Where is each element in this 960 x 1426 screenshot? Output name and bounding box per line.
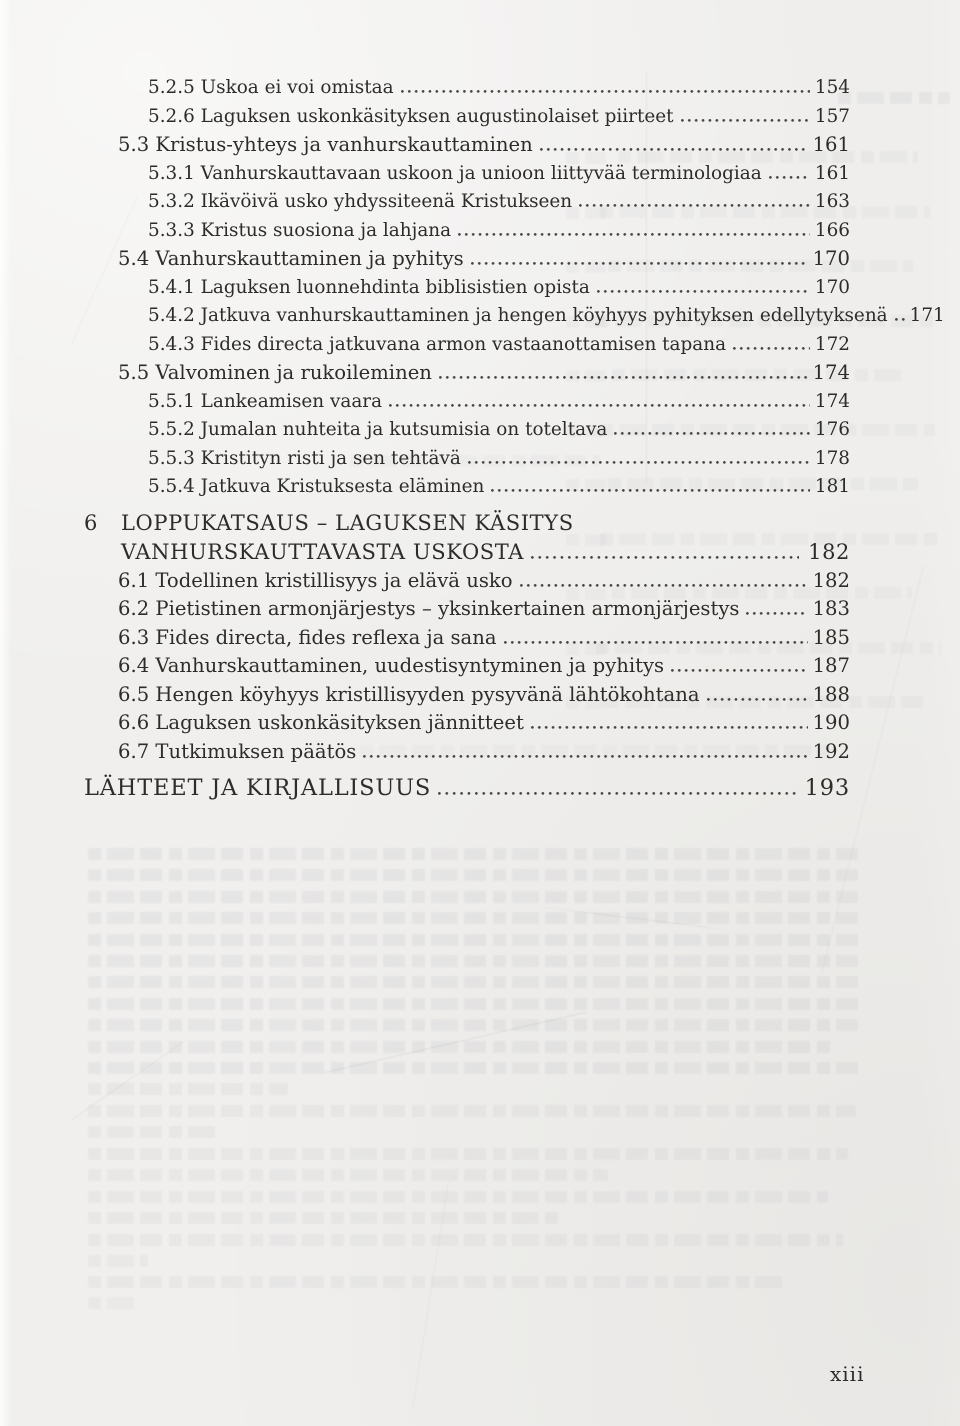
dot-leader bbox=[504, 641, 808, 644]
toc-entry-page: 188 bbox=[812, 682, 850, 706]
bleedthrough-line bbox=[88, 1019, 858, 1031]
bleedthrough-line bbox=[88, 1083, 288, 1095]
toc-entry bbox=[84, 652, 850, 681]
bleedthrough-line bbox=[88, 848, 858, 860]
dot-leader bbox=[531, 726, 808, 729]
toc-entry bbox=[84, 681, 850, 710]
toc-entry bbox=[84, 302, 945, 331]
toc-entry-label: 6.4 Vanhurskauttaminen, uudestisyntyminen ja pyhitys bbox=[118, 654, 665, 677]
bleedthrough-line bbox=[838, 92, 950, 104]
toc-entry-label: 5.3.2 Ikävöivä usko yhdyssiteenä Kristukseen bbox=[148, 191, 573, 212]
toc-entry-page: 174 bbox=[812, 361, 850, 384]
dot-leader bbox=[363, 755, 807, 758]
toc-entry-label: 5.5.4 Jatkuva Kristuksesta eläminen bbox=[148, 476, 485, 497]
toc-entry-page: 193 bbox=[804, 775, 850, 801]
toc-entry bbox=[84, 567, 850, 596]
toc-chapter-heading bbox=[84, 509, 850, 567]
toc-entry-label: 5.5.2 Jumalan nuhteita ja kutsumisia on toteltava bbox=[148, 419, 608, 440]
toc-entry-page: 166 bbox=[814, 219, 850, 241]
dot-leader bbox=[895, 318, 905, 321]
toc-entry-page: 161 bbox=[812, 133, 850, 156]
toc-entry bbox=[84, 188, 850, 217]
toc-entry bbox=[84, 473, 850, 502]
bleedthrough-line bbox=[88, 891, 858, 903]
bleedthrough-line bbox=[88, 934, 858, 946]
toc-entry bbox=[84, 331, 850, 360]
bleedthrough-line bbox=[88, 1276, 788, 1288]
toc-entry bbox=[84, 445, 850, 474]
toc-entry-page: 157 bbox=[814, 105, 850, 127]
bleedthrough-line bbox=[88, 1041, 836, 1053]
bleedthrough-line bbox=[88, 976, 858, 988]
bleedthrough-line bbox=[88, 912, 858, 924]
toc-entry-page: 183 bbox=[812, 597, 850, 620]
toc-entry bbox=[84, 388, 850, 417]
toc-entry bbox=[84, 245, 850, 274]
toc-entry bbox=[84, 595, 850, 624]
toc-entry-page: 171 bbox=[909, 305, 945, 326]
toc-entry-page: 192 bbox=[812, 739, 850, 763]
toc-entry-page: 176 bbox=[814, 419, 850, 440]
toc-entry-label: 5.3.3 Kristus suosiona ja lahjana bbox=[148, 219, 452, 241]
toc-entry-page: 178 bbox=[814, 447, 850, 469]
toc-entry-page: 185 bbox=[812, 625, 850, 649]
toc-entry-page: 161 bbox=[814, 162, 850, 184]
dot-leader bbox=[389, 404, 810, 407]
toc-entry-label: 5.3.1 Vanhurskauttavaan uskoon ja unioon liittyvää terminologiaa bbox=[148, 162, 762, 184]
bleedthrough-line bbox=[88, 869, 858, 881]
toc-entry-label: 5.4.1 Laguksen luonnehdinta biblisistien opista bbox=[148, 276, 590, 298]
toc-entry-label: 5.2.5 Uskoa ei voi omistaa bbox=[148, 77, 394, 98]
table-of-contents bbox=[84, 74, 945, 804]
toc-entry-page: 174 bbox=[814, 390, 850, 412]
toc-entry-label: 6.1 Todellinen kristillisyys ja elävä usko bbox=[118, 568, 513, 592]
dot-leader bbox=[458, 233, 810, 236]
dot-leader bbox=[531, 556, 799, 559]
dot-leader bbox=[468, 461, 810, 464]
toc-entry-label: 6.7 Tutkimuksen päätös bbox=[118, 739, 357, 763]
dot-leader bbox=[438, 792, 796, 795]
dot-leader bbox=[707, 698, 808, 701]
toc-entry-page: 182 bbox=[812, 568, 850, 592]
toc-entry bbox=[84, 359, 850, 388]
bleedthrough-line bbox=[88, 1255, 148, 1267]
dot-leader bbox=[614, 432, 809, 435]
toc-entry-label: 5.4.3 Fides directa jatkuvana armon vastaanottamisen tapana bbox=[148, 333, 727, 355]
bleedthrough-line bbox=[88, 1234, 843, 1246]
toc-entry bbox=[84, 416, 850, 445]
toc-entry-label: 5.4 Vanhurskauttaminen ja pyhitys bbox=[118, 247, 464, 270]
bleedthrough-line bbox=[88, 1062, 858, 1074]
scan-edge-highlight bbox=[0, 0, 10, 1426]
toc-entry bbox=[84, 624, 850, 653]
toc-backmatter-entry bbox=[84, 773, 850, 804]
dot-leader bbox=[491, 489, 810, 492]
bleedthrough-line bbox=[88, 1148, 848, 1160]
toc-entry bbox=[84, 131, 850, 160]
bleedthrough-line bbox=[88, 1105, 856, 1117]
dot-leader bbox=[746, 612, 807, 615]
toc-entry-page: 181 bbox=[814, 476, 850, 497]
dot-leader bbox=[733, 347, 810, 350]
dot-leader bbox=[471, 262, 808, 265]
dot-leader bbox=[681, 119, 810, 122]
dot-leader bbox=[671, 669, 808, 672]
toc-entry-label: LÄHTEET JA KIRJALLISUUS bbox=[84, 775, 432, 801]
toc-entry bbox=[84, 103, 850, 132]
toc-entry-label: 5.4.2 Jatkuva vanhurskauttaminen ja hengen köyhyys pyhityksen edellytyksenä bbox=[148, 305, 888, 326]
toc-entry bbox=[84, 709, 850, 738]
toc-entry-label: 5.3 Kristus-yhteys ja vanhurskauttaminen bbox=[118, 133, 533, 156]
toc-entry-page: 187 bbox=[812, 654, 850, 677]
bleedthrough-line bbox=[88, 1126, 218, 1138]
dot-leader bbox=[579, 204, 810, 207]
dot-leader bbox=[597, 290, 810, 293]
dot-leader bbox=[769, 176, 810, 179]
page-number-folio: xiii bbox=[830, 1362, 865, 1386]
bleedthrough-line bbox=[88, 1191, 828, 1203]
bleedthrough-line bbox=[88, 1169, 608, 1181]
toc-entry bbox=[84, 738, 850, 767]
chapter-number: 6 bbox=[84, 510, 98, 535]
bleedthrough-line bbox=[88, 1212, 558, 1224]
toc-entry-label: 5.5 Valvominen ja rukoileminen bbox=[118, 361, 432, 384]
toc-entry bbox=[84, 74, 850, 103]
toc-entry-label: 5.5.3 Kristityn risti ja sen tehtävä bbox=[148, 447, 461, 469]
dot-leader bbox=[439, 376, 808, 379]
toc-entry-label: 6.3 Fides directa, fides reflexa ja sana bbox=[118, 625, 497, 649]
bleedthrough-line bbox=[88, 998, 858, 1010]
dot-leader bbox=[520, 584, 808, 587]
toc-entry-label: 5.2.6 Laguksen uskonkäsityksen augustinolaiset piirteet bbox=[148, 105, 674, 127]
chapter-title-line2: VANHURSKAUTTAVASTA USKOSTA bbox=[121, 539, 524, 564]
toc-entry bbox=[84, 160, 850, 189]
toc-entry-page: 154 bbox=[814, 77, 850, 98]
toc-entry-label: 6.5 Hengen köyhyys kristillisyyden pysyvänä lähtökohtana bbox=[118, 682, 700, 706]
toc-entry-page: 170 bbox=[812, 247, 850, 270]
toc-entry-label: 6.2 Pietistinen armonjärjestys – yksinkertainen armonjärjestys bbox=[118, 597, 740, 620]
toc-entry-page: 163 bbox=[814, 191, 850, 212]
toc-entry-page: 170 bbox=[814, 276, 850, 298]
toc-entry-label: 5.5.1 Lankeamisen vaara bbox=[148, 390, 383, 412]
bleedthrough-line bbox=[88, 955, 858, 967]
dot-leader bbox=[401, 90, 810, 93]
toc-entry-label: 6.6 Laguksen uskonkäsityksen jännitteet bbox=[118, 711, 524, 734]
bleedthrough-line bbox=[88, 1297, 140, 1309]
toc-entry bbox=[84, 274, 850, 303]
toc-entry-page: 182 bbox=[808, 539, 850, 564]
toc-entry-page: 172 bbox=[814, 333, 850, 355]
chapter-title-line1: LOPPUKATSAUS – LAGUKSEN KÄSITYS bbox=[121, 510, 574, 535]
toc-entry-page: 190 bbox=[812, 711, 850, 734]
dot-leader bbox=[540, 148, 808, 151]
toc-entry bbox=[84, 217, 850, 246]
